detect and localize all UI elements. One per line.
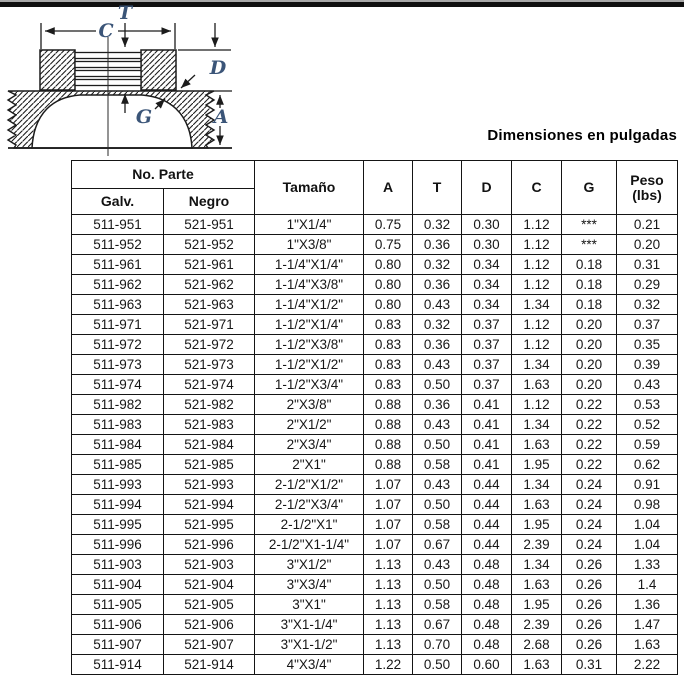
cell-peso: 0.35 [617,335,678,355]
header-col-c: C [512,161,562,215]
cell-d: 0.44 [462,475,512,495]
cell-t: 0.70 [413,635,462,655]
cell-t: 0.36 [413,235,462,255]
cell-g: 0.20 [562,315,617,335]
cell-d: 0.37 [462,355,512,375]
bushing-head-right-wall [141,50,176,90]
cell-tamano: 2"X3/4" [255,435,364,455]
cell-galv: 511-952 [72,235,164,255]
table-row [72,355,678,375]
table-row [72,535,678,555]
cell-c: 2.39 [512,615,562,635]
cell-tamano: 1-1/2"X1/4" [255,315,364,335]
cell-tamano: 1"X3/8" [255,235,364,255]
table-row [72,495,678,515]
cell-t: 0.67 [413,535,462,555]
table-row [72,335,678,355]
parts-dimensions-table [71,160,678,675]
cell-tamano: 2"X1" [255,455,364,475]
cell-tamano: 1-1/4"X3/8" [255,275,364,295]
cell-peso: 0.59 [617,435,678,455]
cell-a: 1.07 [364,475,413,495]
cell-c: 1.12 [512,215,562,235]
table-row [72,595,678,615]
header-peso-line2: (lbs) [632,186,662,203]
header-peso-line1: Peso [630,171,664,188]
cell-d: 0.60 [462,655,512,675]
cell-d: 0.41 [462,435,512,455]
cell-c: 2.39 [512,535,562,555]
bushing-inner-bore [32,95,192,148]
table-row [72,275,678,295]
cell-tamano: 2-1/2"X3/4" [255,495,364,515]
cell-negro: 521-974 [164,375,255,395]
cell-galv: 511-914 [72,655,164,675]
cell-d: 0.41 [462,415,512,435]
cell-negro: 521-984 [164,435,255,455]
cell-t: 0.36 [413,275,462,295]
cell-t: 0.50 [413,495,462,515]
cell-galv: 511-994 [72,495,164,515]
cell-a: 1.13 [364,595,413,615]
cell-peso: 0.21 [617,215,678,235]
cell-negro: 521-985 [164,455,255,475]
cell-d: 0.48 [462,575,512,595]
table-row [72,635,678,655]
cell-t: 0.50 [413,575,462,595]
cell-tamano: 2"X3/8" [255,395,364,415]
cell-a: 0.75 [364,235,413,255]
cell-galv: 511-984 [72,435,164,455]
header-col-a: A [364,161,413,215]
cell-g: 0.26 [562,635,617,655]
cell-galv: 511-962 [72,275,164,295]
cell-peso: 0.52 [617,415,678,435]
cell-a: 1.22 [364,655,413,675]
cell-c: 1.12 [512,335,562,355]
cell-galv: 511-973 [72,355,164,375]
table-body [72,215,678,675]
cell-galv: 511-961 [72,255,164,275]
cell-c: 1.63 [512,435,562,455]
cell-negro: 521-982 [164,395,255,415]
cell-tamano: 1"X1/4" [255,215,364,235]
dimensions-note: Dimensiones en pulgadas [487,127,677,144]
cell-t: 0.43 [413,295,462,315]
cell-a: 0.75 [364,215,413,235]
cell-g: 0.31 [562,655,617,675]
table-row [72,575,678,595]
cell-tamano: 2-1/2"X1/2" [255,475,364,495]
cell-galv: 511-903 [72,555,164,575]
cell-peso: 1.04 [617,535,678,555]
cell-a: 1.13 [364,555,413,575]
cell-a: 1.13 [364,635,413,655]
header-peso [617,161,678,215]
cell-negro: 521-961 [164,255,255,275]
table-row [72,395,678,415]
cell-g: 0.24 [562,515,617,535]
cell-peso: 0.39 [617,355,678,375]
cell-g: 0.20 [562,335,617,355]
cell-tamano: 1-1/2"X3/4" [255,375,364,395]
cell-t: 0.58 [413,595,462,615]
cell-a: 0.88 [364,415,413,435]
cell-galv: 511-974 [72,375,164,395]
cell-galv: 511-907 [72,635,164,655]
cell-tamano: 3"X1-1/2" [255,635,364,655]
cell-tamano: 1-1/4"X1/2" [255,295,364,315]
table-row [72,255,678,275]
cell-negro: 521-907 [164,635,255,655]
cell-g: 0.22 [562,395,617,415]
cell-galv: 511-905 [72,595,164,615]
cell-a: 0.88 [364,395,413,415]
cell-a: 0.80 [364,275,413,295]
cell-peso: 1.47 [617,615,678,635]
cell-d: 0.37 [462,335,512,355]
cell-negro: 521-994 [164,495,255,515]
cell-t: 0.50 [413,375,462,395]
cell-g: 0.18 [562,295,617,315]
cell-galv: 511-995 [72,515,164,535]
cell-c: 1.34 [512,555,562,575]
table-row [72,475,678,495]
cell-peso: 1.63 [617,635,678,655]
cell-d: 0.41 [462,395,512,415]
cell-tamano: 3"X3/4" [255,575,364,595]
cell-d: 0.34 [462,295,512,315]
cell-negro: 521-951 [164,215,255,235]
cell-d: 0.34 [462,255,512,275]
cell-negro: 521-914 [164,655,255,675]
table-row [72,375,678,395]
cell-g: 0.26 [562,555,617,575]
cell-tamano: 2"X1/2" [255,415,364,435]
cell-tamano: 1-1/2"X1/2" [255,355,364,375]
cell-d: 0.41 [462,455,512,475]
cell-peso: 0.62 [617,455,678,475]
cell-negro: 521-952 [164,235,255,255]
cell-peso: 0.31 [617,255,678,275]
table-row [72,235,678,255]
cell-d: 0.30 [462,215,512,235]
cell-negro: 521-972 [164,335,255,355]
cell-negro: 521-971 [164,315,255,335]
cell-negro: 521-996 [164,535,255,555]
cell-peso: 2.22 [617,655,678,675]
cell-t: 0.32 [413,255,462,275]
cell-t: 0.58 [413,515,462,535]
cell-g: *** [562,235,617,255]
cell-g: 0.26 [562,615,617,635]
cell-negro: 521-973 [164,355,255,375]
cell-g: 0.20 [562,355,617,375]
cell-d: 0.37 [462,315,512,335]
table-row [72,655,678,675]
cell-c: 1.63 [512,575,562,595]
cell-tamano: 3"X1" [255,595,364,615]
cell-t: 0.43 [413,475,462,495]
cell-negro: 521-995 [164,515,255,535]
cell-a: 1.07 [364,495,413,515]
cell-a: 1.07 [364,535,413,555]
table-row [72,315,678,335]
cell-galv: 511-985 [72,455,164,475]
cell-c: 1.34 [512,295,562,315]
cell-galv: 511-906 [72,615,164,635]
cell-peso: 1.4 [617,575,678,595]
cell-tamano: 1-1/2"X3/8" [255,335,364,355]
dim-label-c: C [98,20,114,42]
cell-t: 0.43 [413,415,462,435]
cell-c: 1.63 [512,495,562,515]
header-tamano: Tamaño [255,161,364,215]
cell-g: 0.24 [562,535,617,555]
cell-galv: 511-993 [72,475,164,495]
cell-d: 0.30 [462,235,512,255]
cell-galv: 511-983 [72,415,164,435]
cell-c: 2.68 [512,635,562,655]
dim-label-t: T [117,4,133,24]
header-negro: Negro [164,189,255,215]
cell-tamano: 3"X1/2" [255,555,364,575]
cell-t: 0.43 [413,355,462,375]
cell-negro: 521-903 [164,555,255,575]
cell-g: 0.24 [562,475,617,495]
cell-galv: 511-982 [72,395,164,415]
cell-t: 0.58 [413,455,462,475]
header-galv: Galv. [72,189,164,215]
cell-d: 0.48 [462,595,512,615]
header-col-g: G [562,161,617,215]
table-row [72,415,678,435]
header-col-d: D [462,161,512,215]
cell-d: 0.44 [462,515,512,535]
cell-negro: 521-904 [164,575,255,595]
table-row [72,435,678,455]
cell-g: 0.22 [562,435,617,455]
cell-c: 1.95 [512,455,562,475]
cell-peso: 0.43 [617,375,678,395]
cell-c: 1.95 [512,595,562,615]
cell-d: 0.48 [462,635,512,655]
cell-peso: 1.36 [617,595,678,615]
cell-g: 0.22 [562,455,617,475]
cell-g: *** [562,215,617,235]
cell-negro: 521-962 [164,275,255,295]
cell-g: 0.22 [562,415,617,435]
cell-t: 0.43 [413,555,462,575]
cell-galv: 511-904 [72,575,164,595]
cell-galv: 511-963 [72,295,164,315]
cell-peso: 0.37 [617,315,678,335]
cell-a: 1.13 [364,615,413,635]
cell-a: 0.83 [364,335,413,355]
dim-label-a: A [213,106,229,128]
table-row [72,615,678,635]
cell-g: 0.26 [562,595,617,615]
table-row [72,455,678,475]
cell-t: 0.36 [413,395,462,415]
cell-c: 1.34 [512,355,562,375]
cell-a: 0.88 [364,435,413,455]
cell-tamano: 2-1/2"X1" [255,515,364,535]
cell-a: 0.83 [364,355,413,375]
header-col-t: T [413,161,462,215]
cell-peso: 1.33 [617,555,678,575]
cell-c: 1.12 [512,315,562,335]
cell-a: 0.83 [364,315,413,335]
cell-g: 0.26 [562,575,617,595]
header-no-parte: No. Parte [72,161,255,189]
cell-t: 0.50 [413,655,462,675]
cell-galv: 511-951 [72,215,164,235]
cell-peso: 0.32 [617,295,678,315]
cell-g: 0.24 [562,495,617,515]
cell-t: 0.36 [413,335,462,355]
cell-negro: 521-963 [164,295,255,315]
cell-t: 0.32 [413,215,462,235]
cell-a: 1.13 [364,575,413,595]
cell-g: 0.18 [562,275,617,295]
dim-label-d: D [209,57,227,79]
cell-peso: 1.04 [617,515,678,535]
cell-t: 0.67 [413,615,462,635]
cell-g: 0.18 [562,255,617,275]
cell-c: 1.12 [512,235,562,255]
cell-negro: 521-905 [164,595,255,615]
cell-c: 1.63 [512,375,562,395]
cell-negro: 521-906 [164,615,255,635]
cell-negro: 521-993 [164,475,255,495]
cell-negro: 521-983 [164,415,255,435]
cell-peso: 0.98 [617,495,678,515]
cell-galv: 511-972 [72,335,164,355]
cell-tamano: 2-1/2"X1-1/4" [255,535,364,555]
dim-label-g: G [135,106,153,128]
table-row [72,215,678,235]
cell-c: 1.34 [512,415,562,435]
cell-t: 0.32 [413,315,462,335]
bushing-head-left-wall [40,50,75,90]
bushing-diagram-svg [6,4,240,158]
cell-tamano: 1-1/4"X1/4" [255,255,364,275]
cell-d: 0.44 [462,535,512,555]
cell-galv: 511-996 [72,535,164,555]
cell-peso: 0.20 [617,235,678,255]
cell-a: 0.88 [364,455,413,475]
cell-d: 0.44 [462,495,512,515]
cell-c: 1.12 [512,255,562,275]
cell-tamano: 3"X1-1/4" [255,615,364,635]
table-row [72,555,678,575]
cell-c: 1.95 [512,515,562,535]
cell-c: 1.12 [512,395,562,415]
cell-c: 1.12 [512,275,562,295]
cell-d: 0.37 [462,375,512,395]
cell-galv: 511-971 [72,315,164,335]
cell-a: 0.80 [364,295,413,315]
cell-d: 0.48 [462,615,512,635]
cell-a: 0.83 [364,375,413,395]
table-row [72,515,678,535]
cell-c: 1.63 [512,655,562,675]
cell-c: 1.34 [512,475,562,495]
cell-peso: 0.29 [617,275,678,295]
cell-d: 0.34 [462,275,512,295]
cell-tamano: 4"X3/4" [255,655,364,675]
cell-d: 0.48 [462,555,512,575]
bushing-cross-section-diagram [6,4,240,158]
cell-peso: 0.53 [617,395,678,415]
cell-a: 1.07 [364,515,413,535]
cell-peso: 0.91 [617,475,678,495]
cell-g: 0.20 [562,375,617,395]
cell-a: 0.80 [364,255,413,275]
cell-t: 0.50 [413,435,462,455]
table-row [72,295,678,315]
